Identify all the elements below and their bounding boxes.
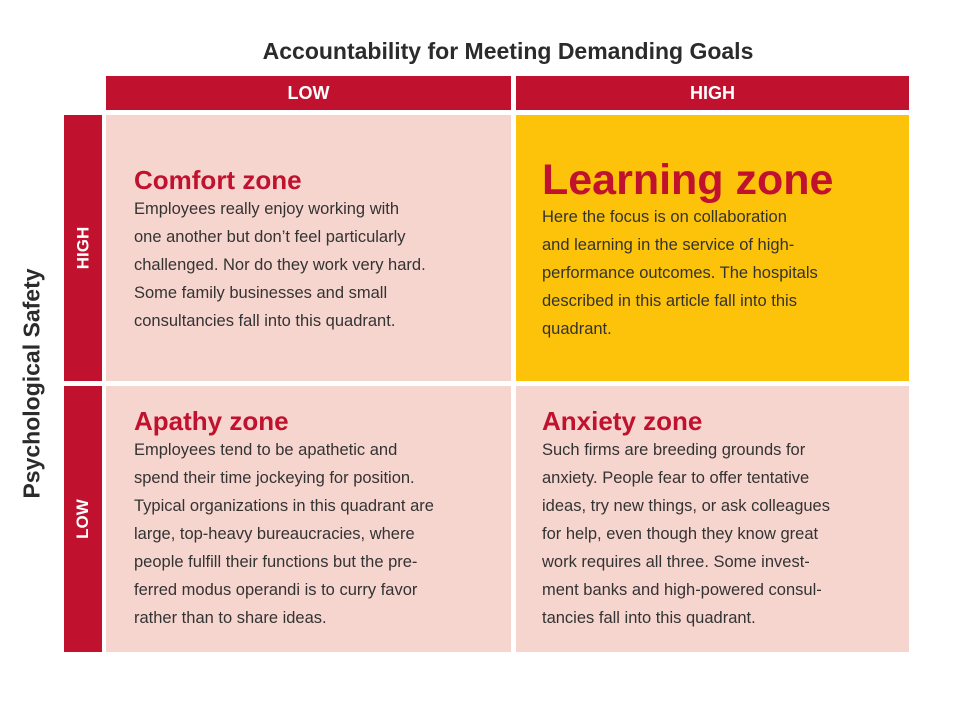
body-line: ferred modus operandi is to curry favor: [134, 581, 418, 599]
quadrant-body: [134, 436, 491, 632]
quadrant-apathy-zone: [106, 386, 511, 652]
body-line: challenged. Nor do they work very hard.: [134, 256, 426, 274]
body-line: work requires all three. Some invest-: [542, 553, 810, 571]
body-line: Employees tend to be apathetic and: [134, 441, 398, 459]
body-line: and learning in the service of high-: [542, 236, 795, 254]
body-line: performance outcomes. The hospitals: [542, 264, 818, 282]
body-line: large, top-heavy bureaucracies, where: [134, 525, 415, 543]
body-line: Here the focus is on collaboration: [542, 208, 787, 226]
quadrant-title: Learning zone: [542, 156, 834, 204]
body-line: Some family businesses and small: [134, 284, 388, 302]
body-line: spend their time jockeying for position.: [134, 469, 415, 487]
row-header-high-text: HIGH: [73, 226, 92, 270]
quadrant-title: Anxiety zone: [542, 406, 703, 436]
body-line: people fulfill their functions but the pre-: [134, 553, 418, 571]
body-line: ment banks and high-powered consul-: [542, 581, 822, 599]
body-line: for help, even though they know great: [542, 525, 819, 543]
quadrant-body: [542, 436, 889, 632]
quadrant-title: Comfort zone: [134, 165, 302, 195]
body-line: one another but don’t feel particularly: [134, 228, 406, 246]
y-axis-label-text: Psychological Safety: [18, 268, 45, 499]
body-line: rather than to share ideas.: [134, 609, 327, 627]
body-line: Typical organizations in this quadrant are: [134, 497, 434, 515]
body-line: tancies fall into this quadrant.: [542, 609, 756, 627]
body-line: consultancies fall into this quadrant.: [134, 312, 396, 330]
diagram-title: Accountability for Meeting Demanding Goals: [262, 38, 754, 64]
body-line: described in this article fall into this: [542, 292, 797, 310]
column-header-high: HIGH: [516, 76, 909, 110]
quadrant-body: [542, 203, 889, 343]
row-header-low: [64, 386, 102, 652]
quadrant-learning-zone: [516, 115, 909, 381]
body-line: ideas, try new things, or ask colleagues: [542, 497, 830, 515]
quadrant-anxiety-zone: [516, 386, 909, 652]
body-line: Employees really enjoy working with: [134, 200, 400, 218]
y-axis-label: [10, 115, 54, 652]
row-header-low-text: LOW: [73, 499, 92, 539]
quadrant-comfort-zone: [106, 115, 511, 381]
quadrant-body: [134, 195, 491, 335]
body-line: Such firms are breeding grounds for: [542, 441, 806, 459]
quadrant-title: Apathy zone: [134, 406, 289, 436]
body-line: anxiety. People fear to offer tentative: [542, 469, 810, 487]
column-header-low: LOW: [106, 76, 511, 110]
row-header-high: [64, 115, 102, 381]
body-line: quadrant.: [542, 320, 612, 338]
